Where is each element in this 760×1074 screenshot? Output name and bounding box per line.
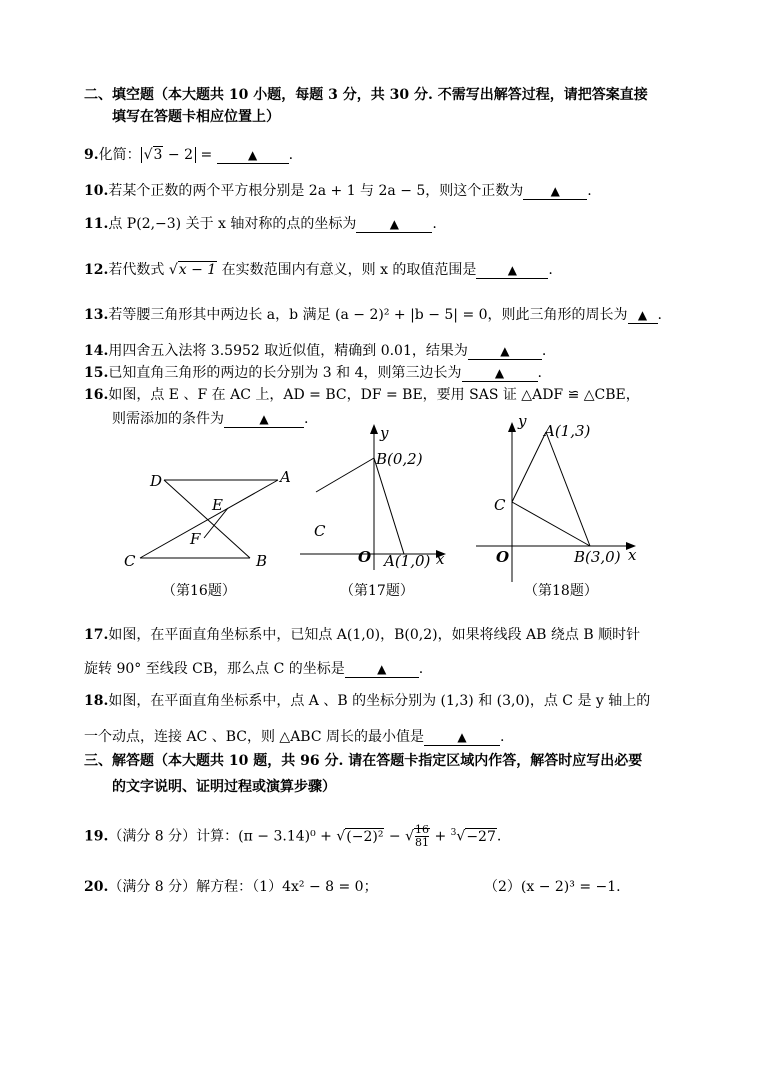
question-20-part-2: （2）(x − 2)³ = −1. <box>484 879 621 895</box>
question-14: 14.用四舍五入法将 3.5952 取近似值，精确到 0.01，结果为 ▲ . <box>84 343 547 359</box>
section-3-title: 三、解答题（本大题共 10 题，共 96 分. 请在答题卡指定区域内作答，解答时应写出必要 <box>84 753 643 769</box>
q9-answer-blank: ▲ <box>217 148 289 164</box>
label-y: y <box>380 424 389 442</box>
label-O: O <box>496 548 510 566</box>
question-19: 19.（满分 8 分）计算：(π − 3.14)⁰ + √(−2)² − √ $\frac{16}{81}$ + $^3$√−27. <box>84 823 502 850</box>
label-C: C <box>314 522 326 540</box>
segment-BC <box>316 458 374 492</box>
q18-text: 如图，在平面直角坐标系中，点 A 、B 的坐标分别为 (1,3) 和 (3,0)，点 C 是 y 轴上的 <box>108 693 651 709</box>
fig17-caption: （第17题） <box>340 583 414 599</box>
q14-answer-blank: ▲ <box>468 344 542 360</box>
question-13: 13.若等腰三角形其中两边长 a，b 满足 (a − 2)² + |b − 5| = 0，则此三角形的周长为 ▲ . <box>84 307 662 323</box>
fig18-caption: （第18题） <box>524 583 598 599</box>
q11-text: 点 P(2,−3) 关于 x 轴对称的点的坐标为 <box>108 216 357 232</box>
q13-answer-blank: ▲ <box>628 308 658 324</box>
question-17-cont: 旋转 90° 至线段 CB，那么点 C 的坐标是 ▲ . <box>84 661 424 677</box>
question-18: 18.如图，在平面直角坐标系中，点 A 、B 的坐标分别为 (1,3) 和 (3,0)，点 C 是 y 轴上的 <box>84 693 651 709</box>
figure-17 <box>300 424 446 570</box>
q15-text: 已知直角三角形的两边的长分别为 3 和 4，则第三边长为 <box>108 365 462 381</box>
question-18-cont: 一个动点，连接 AC 、BC，则 △ABC 周长的最小值是 ▲ . <box>84 729 505 745</box>
label-O: O <box>358 548 372 566</box>
question-17: 17.如图，在平面直角坐标系中，已知点 A(1,0)，B(0,2)，如果将线段 AB 绕点 B 顺时针 <box>84 627 641 643</box>
label-y: y <box>518 418 527 430</box>
question-9: 9.化简： √3 − 2 = ▲ . <box>84 147 294 163</box>
section-2-title: 二、填空题（本大题共 10 小题，每题 3 分，共 30 分. 不需写出解答过程，请把答案直接 <box>84 87 648 103</box>
label-x: x <box>436 550 445 568</box>
segment-CA <box>140 480 278 558</box>
label-F: F <box>190 530 201 548</box>
label-E: E <box>212 496 223 514</box>
label-A: A(1,0) <box>384 552 431 570</box>
question-11: 11.点 P(2,−3) 关于 x 轴对称的点的坐标为 ▲ . <box>84 216 437 232</box>
section-2-title-cont: 填写在答题卡相应位置上） <box>112 109 280 125</box>
q12-radicand: x − 1 <box>178 262 217 278</box>
segment-CB <box>512 502 590 546</box>
question-16: 16.如图，点 E 、F 在 AC 上，AD = BC，DF = BE，要用 SAS 证 △ADF ≌ △CBE， <box>84 387 640 403</box>
segment-DB-side <box>164 480 250 558</box>
segment-BA <box>374 458 404 554</box>
label-B: B(3,0) <box>574 548 621 566</box>
question-12: 12.若代数式 √x − 1 在实数范围内有意义，则 x 的取值范围是 ▲ . <box>84 262 553 278</box>
label-A: A(1,3) <box>544 422 591 440</box>
q10-answer-blank: ▲ <box>523 184 587 200</box>
q18-answer-blank: ▲ <box>424 730 500 746</box>
figure-16 <box>124 468 291 570</box>
q15-answer-blank: ▲ <box>462 366 538 382</box>
y-axis-arrow <box>508 422 516 432</box>
q9-number: 9. <box>84 147 99 163</box>
q17-text: 如图，在平面直角坐标系中，已知点 A(1,0)，B(0,2)，如果将线段 AB 绕点 B 顺时针 <box>108 627 641 643</box>
q19-fraction: $\frac{16}{81}$ <box>415 823 430 850</box>
q10-text: 若某个正数的两个平方根分别是 2a + 1 与 2a − 5，则这个正数为 <box>108 183 524 199</box>
q16-answer-blank: ▲ <box>224 412 304 428</box>
section-3-title-cont: 的文字说明、证明过程或演算步骤） <box>112 779 336 795</box>
q12-answer-blank: ▲ <box>476 263 548 279</box>
q20-part-1: （1）4x² − 8 = 0； <box>252 879 378 895</box>
label-D: D <box>150 472 163 490</box>
label-x: x <box>628 546 637 564</box>
q12-text: 在实数范围内有意义，则 x 的取值范围是 <box>217 262 477 278</box>
q17-answer-blank: ▲ <box>345 662 419 678</box>
question-20: 20.（满分 8 分）解方程：（1）4x² − 8 = 0； <box>84 879 378 895</box>
label-C: C <box>494 496 506 514</box>
q19-score: （满分 8 分） <box>108 828 197 845</box>
segment-AC <box>512 432 546 502</box>
label-C: C <box>124 552 136 570</box>
q11-answer-blank: ▲ <box>356 217 432 233</box>
label-B: B <box>256 552 268 570</box>
question-15: 15.已知直角三角形的两边的长分别为 3 和 4，则第三边长为 ▲ . <box>84 365 542 381</box>
label-A: A <box>280 468 291 486</box>
fig16-caption: （第16题） <box>162 583 236 599</box>
q9-abs-expr: √3 − 2 <box>141 147 196 163</box>
q14-text: 用四舍五入法将 3.5952 取近似值，精确到 0.01，结果为 <box>108 343 468 359</box>
q16-text: 如图，点 E 、F 在 AC 上，AD = BC，DF = BE，要用 SAS 证 △ADF ≌ △CBE， <box>108 387 640 403</box>
segment-AB <box>546 432 590 546</box>
y-axis-arrow <box>370 424 378 434</box>
label-B: B(0,2) <box>376 450 423 468</box>
q13-text: 若等腰三角形其中两边长 a，b 满足 (a − 2)² + |b − 5| = 0，则此三角形的周长为 <box>108 307 628 323</box>
figure-18 <box>476 418 637 582</box>
question-10: 10.若某个正数的两个平方根分别是 2a + 1 与 2a − 5，则这个正数为 ▲ . <box>84 183 592 199</box>
q9-text: 化简： <box>98 147 141 163</box>
question-16-cont: 则需添加的条件为 ▲ . <box>112 411 309 427</box>
